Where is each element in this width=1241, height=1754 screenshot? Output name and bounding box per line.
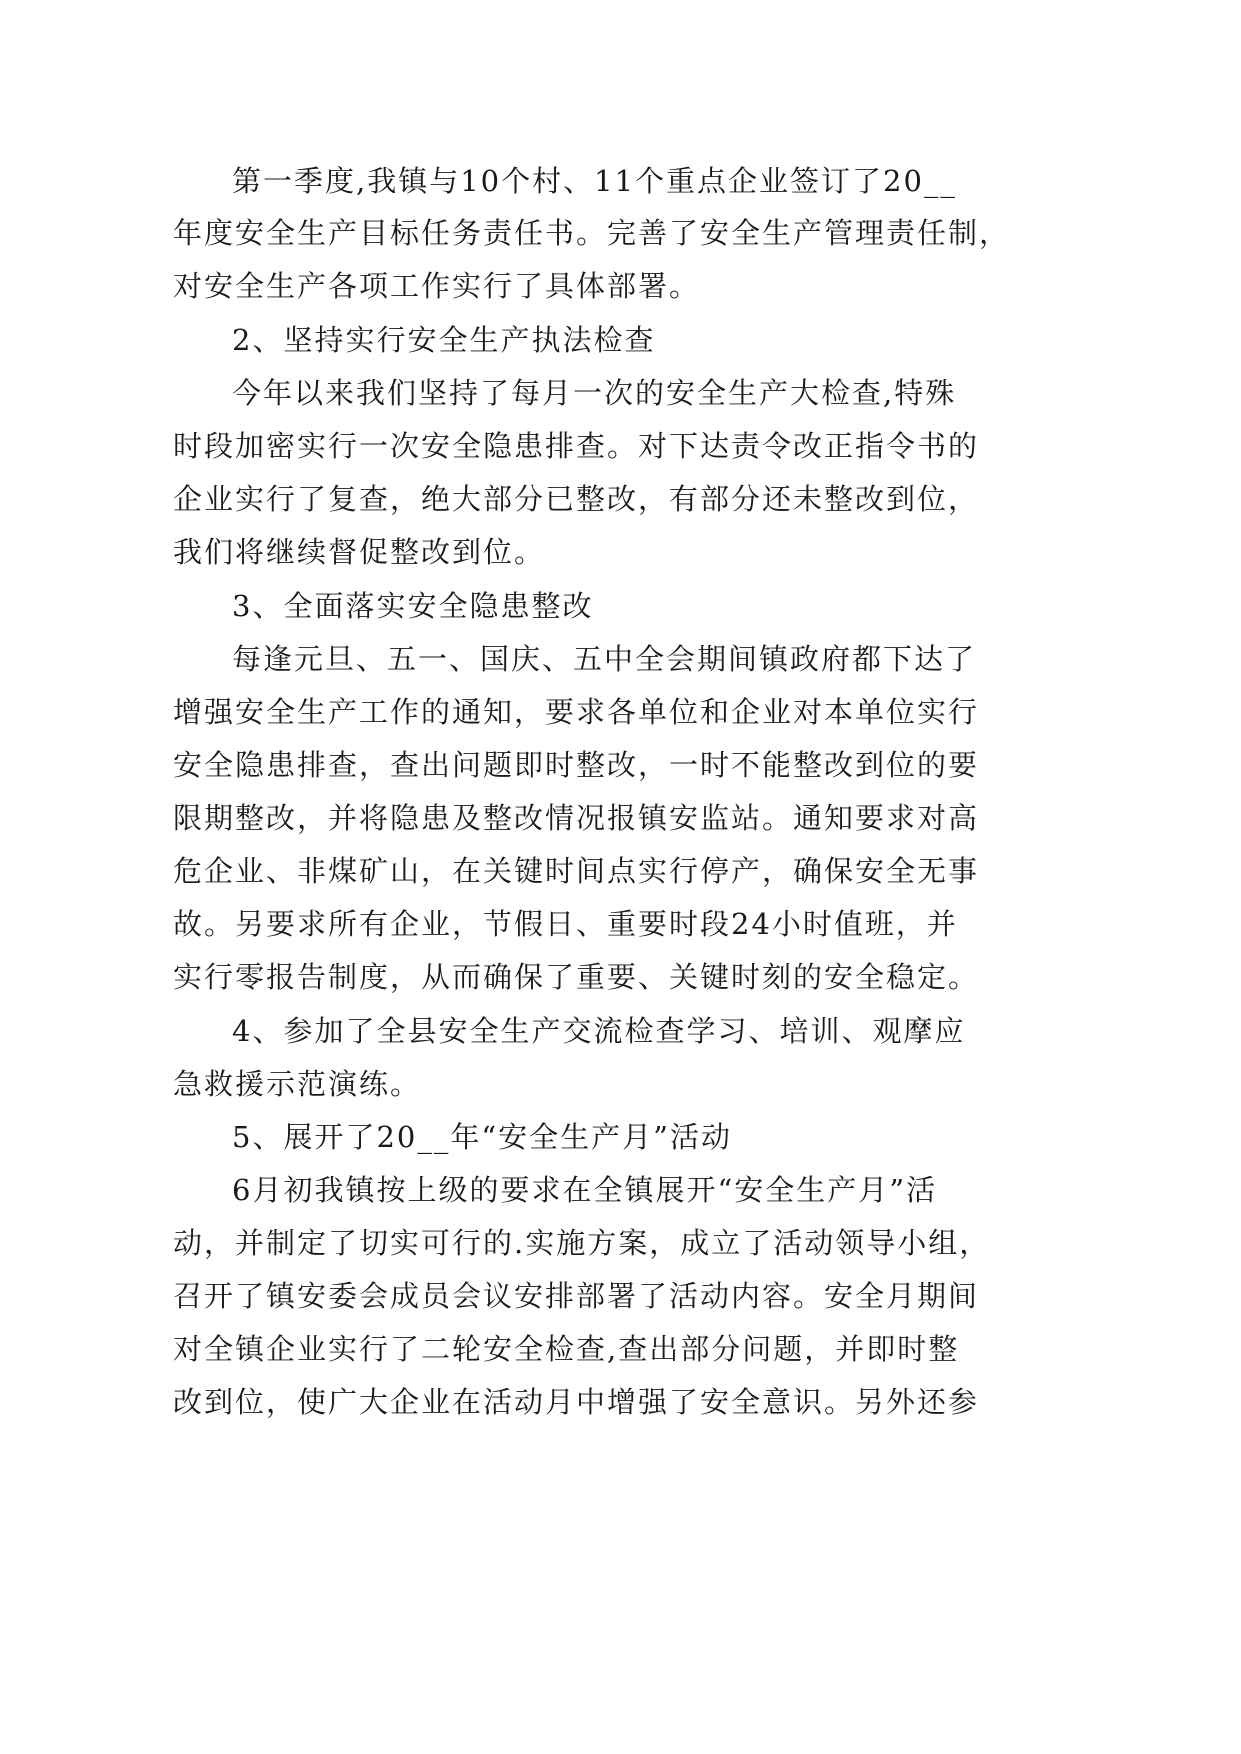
text-line-2: 年度安全生产目标任务责任书。完善了安全生产管理责任制， [173, 216, 1011, 250]
text-line-16: 实行零报告制度，从而确保了重要、关键时刻的安全稳定。 [173, 960, 980, 994]
text-line-8: 我们将继续督促整改到位。 [173, 535, 546, 569]
text-line-20: 6月初我镇按上级的要求在全镇展开“安全生产月”活 [232, 1173, 938, 1207]
section-heading-5: 5、展开了20__年“安全生产月”活动 [232, 1120, 733, 1154]
text-line-18: 急救援示范演练。 [173, 1067, 422, 1101]
text-line-14: 危企业、非煤矿山，在关键时间点实行停产，确保安全无事 [173, 854, 980, 888]
text-line-1: 第一季度,我镇与10个村、11个重点企业签订了20__ [232, 164, 957, 198]
text-line-13: 限期整改，并将隐患及整改情况报镇安监站。通知要求对高 [173, 801, 980, 835]
text-line-23: 对全镇企业实行了二轮安全检查,查出部分问题，并即时整 [173, 1332, 960, 1366]
text-line-7: 企业实行了复查，绝大部分已整改，有部分还未整改到位， [173, 482, 980, 516]
text-line-3: 对安全生产各项工作实行了具体部署。 [173, 269, 701, 303]
text-line-22: 召开了镇安委会成员会议安排部署了活动内容。安全月期间 [173, 1279, 980, 1313]
section-heading-4: 4、参加了全县安全生产交流检查学习、培训、观摩应 [232, 1014, 966, 1048]
text-line-6: 时段加密实行一次安全隐患排查。对下达责令改正指令书的 [173, 429, 980, 463]
text-line-21: 动，并制定了切实可行的.实施方案，成立了活动领导小组， [173, 1226, 991, 1260]
text-line-12: 安全隐患排查，查出问题即时整改，一时不能整改到位的要 [173, 748, 980, 782]
text-line-11: 增强安全生产工作的通知，要求各单位和企业对本单位实行 [173, 695, 980, 729]
text-line-15: 故。另要求所有企业，节假日、重要时段24小时值班，并 [173, 907, 958, 941]
section-heading-2: 2、坚持实行安全生产执法检查 [232, 323, 656, 357]
text-line-5: 今年以来我们坚持了每月一次的安全生产大检查,特殊 [232, 376, 957, 410]
text-line-10: 每逢元旦、五一、国庆、五中全会期间镇政府都下达了 [232, 642, 977, 676]
section-heading-3: 3、全面落实安全隐患整改 [232, 589, 594, 623]
text-line-24: 改到位，使广大企业在活动月中增强了安全意识。另外还参 [173, 1385, 980, 1419]
